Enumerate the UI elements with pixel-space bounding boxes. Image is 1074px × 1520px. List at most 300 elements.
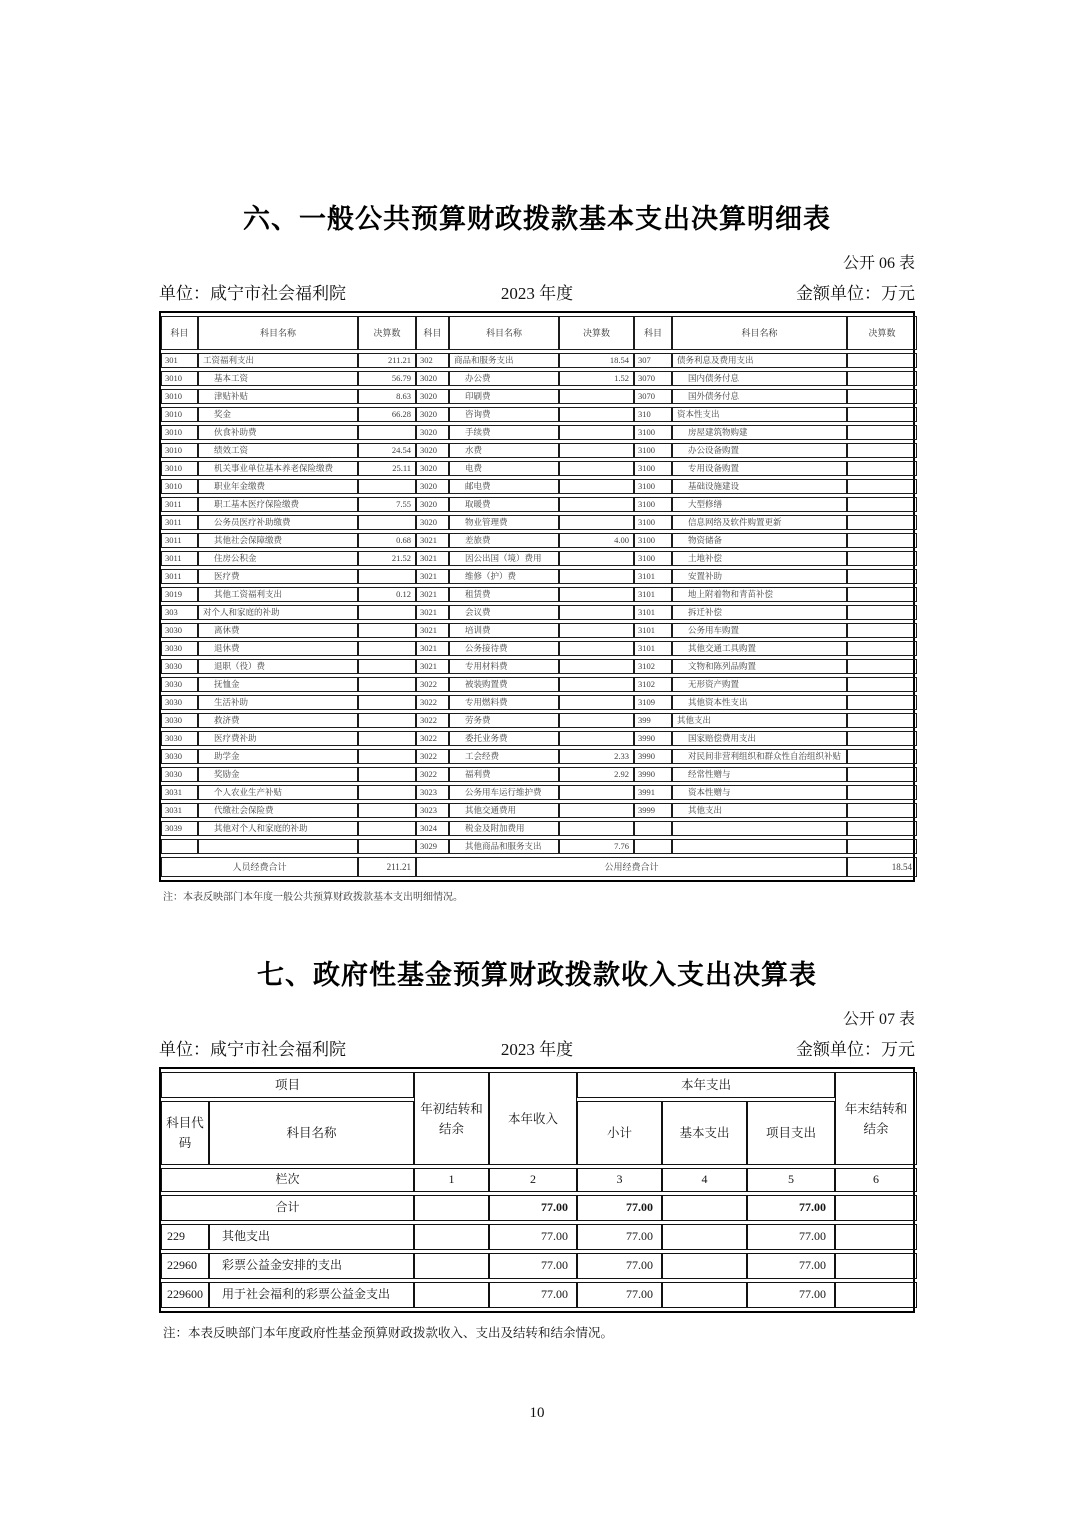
table7-header-row1 [161, 1072, 917, 1098]
subject-code-cell: 3101 [634, 623, 672, 638]
amount-cell [847, 695, 917, 710]
subject-code-cell [634, 839, 672, 854]
header-subject-code: 科目代码 [161, 1101, 209, 1165]
subject-name-cell: 绩效工资 [198, 443, 358, 458]
personnel-total-value: 211.21 [358, 857, 416, 877]
table6-total-row [161, 857, 917, 877]
amount-cell: 18.54 [559, 353, 634, 368]
subject-code-cell: 3021 [416, 551, 449, 566]
subject-code-cell: 3020 [416, 443, 449, 458]
subject-name-cell: 救济费 [198, 713, 358, 728]
amount-cell: 4.00 [559, 533, 634, 548]
subject-name-cell: 培训费 [449, 623, 559, 638]
table7-meta-row [159, 1035, 915, 1060]
subject-code-cell: 3010 [161, 371, 198, 386]
subject-code-cell: 3022 [416, 695, 449, 710]
amount-cell: 77.00 [489, 1282, 577, 1308]
subject-code-cell: 3020 [416, 407, 449, 422]
subject-name-cell: 其他社会保障缴费 [198, 533, 358, 548]
subject-code-cell: 3011 [161, 497, 198, 512]
col-header-subject-name: 科目名称 [198, 316, 358, 350]
col-header-subject: 科目 [416, 316, 449, 350]
subject-code-cell: 3031 [161, 803, 198, 818]
table6-body [161, 353, 917, 854]
subject-name-cell: 其他支出 [209, 1224, 414, 1250]
subject-code-cell: 3022 [416, 677, 449, 692]
subject-name-cell: 抚恤金 [198, 677, 358, 692]
subject-code-cell [634, 821, 672, 836]
subject-code-cell: 3019 [161, 587, 198, 602]
amount-cell [847, 641, 917, 656]
subject-code-cell: 3100 [634, 515, 672, 530]
column-index: 6 [835, 1168, 917, 1192]
subject-name-cell: 国外债务付息 [672, 389, 847, 404]
subject-name-cell: 劳务费 [449, 713, 559, 728]
subject-code-cell: 3030 [161, 623, 198, 638]
amount-cell [358, 605, 416, 620]
col-header-subject-name: 科目名称 [449, 316, 559, 350]
amount-cell [847, 713, 917, 728]
subject-name-cell: 租赁费 [449, 587, 559, 602]
table6-amount-unit-label: 金额单位：万元 [796, 284, 915, 303]
amount-cell: 0.12 [358, 587, 416, 602]
subject-name-cell: 取暖费 [449, 497, 559, 512]
amount-cell [847, 803, 917, 818]
subject-code-cell: 303 [161, 605, 198, 620]
subject-name-cell: 无形资产购置 [672, 677, 847, 692]
amount-cell [847, 461, 917, 476]
amount-cell: 2.33 [559, 749, 634, 764]
subject-code-cell: 3030 [161, 731, 198, 746]
amount-cell [847, 659, 917, 674]
subject-code-cell: 22960 [161, 1253, 209, 1279]
amount-cell [559, 515, 634, 530]
subject-name-cell: 资本性赠与 [672, 785, 847, 800]
subject-code-cell [161, 839, 198, 854]
subject-code-cell: 229 [161, 1224, 209, 1250]
table6-unit-label: 单位：咸宁市社会福利院 [159, 284, 346, 303]
subject-name-cell: 其他支出 [672, 713, 847, 728]
amount-cell [414, 1253, 489, 1279]
amount-cell [559, 713, 634, 728]
table6-row [161, 623, 917, 638]
table6-row [161, 695, 917, 710]
table6-row [161, 641, 917, 656]
subject-name-cell: 地上附着物和青苗补偿 [672, 587, 847, 602]
amount-cell [559, 551, 634, 566]
table6-row [161, 569, 917, 584]
subject-name-cell: 公务员医疗补助缴费 [198, 515, 358, 530]
subject-code-cell: 3022 [416, 749, 449, 764]
subject-name-cell: 津贴补贴 [198, 389, 358, 404]
subject-code-cell: 3999 [634, 803, 672, 818]
table7-column-index-row [161, 1168, 917, 1192]
subject-name-cell: 办公设备购置 [672, 443, 847, 458]
subject-code-cell: 3020 [416, 371, 449, 386]
subject-code-cell: 3024 [416, 821, 449, 836]
subject-code-cell: 302 [416, 353, 449, 368]
amount-cell: 77.00 [747, 1224, 835, 1250]
amount-cell: 77.00 [489, 1195, 577, 1221]
subject-code-cell: 3100 [634, 497, 672, 512]
amount-cell [662, 1224, 747, 1250]
subject-name-cell: 物资储备 [672, 533, 847, 548]
table7-row [161, 1253, 917, 1279]
amount-cell: 77.00 [489, 1253, 577, 1279]
header-begin-balance: 年初结转和结余 [414, 1072, 489, 1165]
amount-cell [847, 515, 917, 530]
subject-code-cell: 3030 [161, 695, 198, 710]
column-index: 3 [577, 1168, 662, 1192]
subject-name-cell: 专用材料费 [449, 659, 559, 674]
amount-cell [847, 623, 917, 638]
amount-cell: 7.55 [358, 497, 416, 512]
subject-name-cell: 其他交通工具购置 [672, 641, 847, 656]
subject-name-cell: 用于社会福利的彩票公益金支出 [209, 1282, 414, 1308]
subject-code-cell: 3021 [416, 569, 449, 584]
subject-code-cell: 3011 [161, 515, 198, 530]
amount-cell [847, 821, 917, 836]
amount-cell [559, 569, 634, 584]
subject-code-cell: 3101 [634, 641, 672, 656]
table6-row [161, 803, 917, 818]
table6-row [161, 659, 917, 674]
amount-cell [358, 623, 416, 638]
amount-cell [559, 389, 634, 404]
subject-name-cell: 国内债务付息 [672, 371, 847, 386]
column-index: 5 [747, 1168, 835, 1192]
basic-expenditure-detail-table [161, 313, 917, 880]
amount-cell: 211.21 [358, 353, 416, 368]
subject-code-cell: 3020 [416, 479, 449, 494]
amount-cell [358, 569, 416, 584]
subject-code-cell: 3102 [634, 659, 672, 674]
subject-code-cell: 3020 [416, 515, 449, 530]
table6-row [161, 533, 917, 548]
subject-code-cell: 3010 [161, 425, 198, 440]
table6-row [161, 605, 917, 620]
subject-code-cell: 3070 [634, 371, 672, 386]
public-total-value: 18.54 [847, 857, 917, 877]
table6-row [161, 425, 917, 440]
table6-title: 六、一般公共预算财政拨款基本支出决算明细表 [243, 204, 831, 234]
subject-code-cell: 3102 [634, 677, 672, 692]
column-index: 4 [662, 1168, 747, 1192]
table7-row [161, 1224, 917, 1250]
table6-row [161, 551, 917, 566]
amount-cell [559, 677, 634, 692]
subject-code-cell: 3101 [634, 569, 672, 584]
amount-cell [847, 677, 917, 692]
subject-name-cell: 印刷费 [449, 389, 559, 404]
amount-cell: 56.79 [358, 371, 416, 386]
subject-code-cell: 3020 [416, 497, 449, 512]
table7-row [161, 1195, 917, 1221]
amount-cell [358, 479, 416, 494]
amount-cell [847, 731, 917, 746]
amount-cell [358, 785, 416, 800]
subject-code-cell: 3030 [161, 677, 198, 692]
subject-name-cell: 工会经费 [449, 749, 559, 764]
subject-name-cell [198, 839, 358, 854]
subject-name-cell: 因公出国（境）费用 [449, 551, 559, 566]
subject-code-cell: 3100 [634, 443, 672, 458]
subject-code-cell: 3039 [161, 821, 198, 836]
col-header-subject: 科目 [634, 316, 672, 350]
header-subject-name: 科目名称 [209, 1101, 414, 1165]
total-label-cell: 合计 [161, 1195, 414, 1221]
amount-cell: 77.00 [747, 1282, 835, 1308]
subject-code-cell: 3100 [634, 461, 672, 476]
subject-code-cell: 3070 [634, 389, 672, 404]
amount-cell [847, 587, 917, 602]
subject-name-cell: 商品和服务支出 [449, 353, 559, 368]
subject-name-cell: 机关事业单位基本养老保险缴费 [198, 461, 358, 476]
subject-code-cell: 3023 [416, 803, 449, 818]
subject-code-cell: 3100 [634, 533, 672, 548]
subject-name-cell: 物业管理费 [449, 515, 559, 530]
subject-code-cell: 3990 [634, 767, 672, 782]
col-header-amount: 决算数 [358, 316, 416, 350]
subject-name-cell: 伙食补助费 [198, 425, 358, 440]
gov-fund-budget-table [161, 1069, 917, 1311]
subject-name-cell: 基础设施建设 [672, 479, 847, 494]
amount-cell [847, 389, 917, 404]
table6-row [161, 821, 917, 836]
amount-cell [559, 479, 634, 494]
subject-code-cell: 3030 [161, 641, 198, 656]
header-item: 项目 [161, 1072, 414, 1098]
subject-name-cell: 对民间非营利组织和群众性自治组织补贴 [672, 749, 847, 764]
subject-name-cell: 咨询费 [449, 407, 559, 422]
subject-code-cell: 3021 [416, 587, 449, 602]
subject-name-cell: 委托业务费 [449, 731, 559, 746]
table7-title: 七、政府性基金预算财政拨款收入支出决算表 [257, 960, 817, 990]
amount-cell [835, 1224, 917, 1250]
amount-cell [358, 515, 416, 530]
subject-name-cell: 职业年金缴费 [198, 479, 358, 494]
header-end-balance: 年末结转和结余 [835, 1072, 917, 1165]
subject-name-cell: 债务利息及费用支出 [672, 353, 847, 368]
amount-cell [835, 1253, 917, 1279]
amount-cell [559, 803, 634, 818]
subject-code-cell: 3101 [634, 605, 672, 620]
public-total-label: 公用经费合计 [416, 857, 847, 877]
amount-cell [559, 497, 634, 512]
subject-name-cell: 大型修缮 [672, 497, 847, 512]
amount-cell [847, 353, 917, 368]
amount-cell [559, 695, 634, 710]
subject-name-cell: 邮电费 [449, 479, 559, 494]
amount-cell [835, 1195, 917, 1221]
subject-code-cell: 3010 [161, 443, 198, 458]
subject-code-cell: 3100 [634, 479, 672, 494]
amount-cell [358, 677, 416, 692]
subject-name-cell: 医疗费 [198, 569, 358, 584]
amount-cell [559, 659, 634, 674]
table6-row [161, 515, 917, 530]
amount-cell [559, 641, 634, 656]
table6-row [161, 767, 917, 782]
subject-name-cell: 对个人和家庭的补助 [198, 605, 358, 620]
table6-row [161, 497, 917, 512]
subject-name-cell: 拆迁补偿 [672, 605, 847, 620]
subject-name-cell: 代缴社会保险费 [198, 803, 358, 818]
subject-name-cell: 基本工资 [198, 371, 358, 386]
subject-name-cell: 国家赔偿费用支出 [672, 731, 847, 746]
amount-cell: 77.00 [489, 1224, 577, 1250]
subject-name-cell: 资本性支出 [672, 407, 847, 422]
column-index: 1 [414, 1168, 489, 1192]
amount-cell [358, 659, 416, 674]
subject-name-cell: 退职（役）费 [198, 659, 358, 674]
amount-cell: 0.68 [358, 533, 416, 548]
amount-cell [847, 425, 917, 440]
amount-cell [358, 767, 416, 782]
subject-name-cell: 退休费 [198, 641, 358, 656]
subject-name-cell: 其他支出 [672, 803, 847, 818]
subject-code-cell: 3023 [416, 785, 449, 800]
subject-code-cell: 3022 [416, 767, 449, 782]
table6-row [161, 389, 917, 404]
amount-cell [559, 407, 634, 422]
amount-cell [662, 1282, 747, 1308]
subject-code-cell: 3109 [634, 695, 672, 710]
subject-name-cell [672, 821, 847, 836]
header-income: 本年收入 [489, 1072, 577, 1165]
amount-cell [847, 749, 917, 764]
amount-cell [559, 821, 634, 836]
subject-name-cell: 福利费 [449, 767, 559, 782]
subject-name-cell: 专用设备购置 [672, 461, 847, 476]
page-number: 10 [529, 1405, 545, 1421]
subject-code-cell: 310 [634, 407, 672, 422]
subject-name-cell: 工资福利支出 [198, 353, 358, 368]
amount-cell: 77.00 [747, 1195, 835, 1221]
subject-name-cell: 办公费 [449, 371, 559, 386]
table7-amount-unit-label: 金额单位：万元 [796, 1040, 915, 1059]
subject-code-cell: 3011 [161, 533, 198, 548]
sheet [159, 0, 915, 1341]
amount-cell [847, 371, 917, 386]
subject-code-cell: 3030 [161, 767, 198, 782]
amount-cell: 8.63 [358, 389, 416, 404]
subject-code-cell: 3031 [161, 785, 198, 800]
amount-cell [414, 1282, 489, 1308]
header-project-expense: 项目支出 [747, 1101, 835, 1165]
subject-name-cell: 税金及附加费用 [449, 821, 559, 836]
header-subtotal: 小计 [577, 1101, 662, 1165]
subject-name-cell: 经常性赠与 [672, 767, 847, 782]
subject-code-cell: 3020 [416, 425, 449, 440]
amount-cell [662, 1195, 747, 1221]
subject-name-cell: 其他工资福利支出 [198, 587, 358, 602]
table7-sheet-label: 公开 07 表 [842, 1011, 915, 1028]
subject-code-cell: 3020 [416, 389, 449, 404]
amount-cell [835, 1282, 917, 1308]
amount-cell [847, 407, 917, 422]
amount-cell [847, 839, 917, 854]
amount-cell [358, 425, 416, 440]
subject-name-cell: 其他商品和服务支出 [449, 839, 559, 854]
table6-row [161, 461, 917, 476]
table6-meta-row [159, 279, 915, 304]
amount-cell: 25.11 [358, 461, 416, 476]
subject-name-cell: 安置补助 [672, 569, 847, 584]
subject-name-cell: 专用燃料费 [449, 695, 559, 710]
subject-name-cell: 被装购置费 [449, 677, 559, 692]
subject-name-cell: 水费 [449, 443, 559, 458]
amount-cell: 2.92 [559, 767, 634, 782]
amount-cell [847, 533, 917, 548]
subject-name-cell: 差旅费 [449, 533, 559, 548]
subject-code-cell: 3021 [416, 605, 449, 620]
subject-name-cell: 土地补偿 [672, 551, 847, 566]
table6-sheet-label: 公开 06 表 [842, 255, 915, 272]
subject-code-cell: 307 [634, 353, 672, 368]
subject-code-cell: 3010 [161, 479, 198, 494]
table6-note: 注：本表反映部门本年度一般公共预算财政拨款基本支出明细情况。 [163, 892, 463, 903]
amount-cell [358, 803, 416, 818]
amount-cell [358, 713, 416, 728]
subject-name-cell: 手续费 [449, 425, 559, 440]
amount-cell [847, 785, 917, 800]
header-expense: 本年支出 [577, 1072, 835, 1098]
table6-row [161, 407, 917, 422]
subject-code-cell: 229600 [161, 1282, 209, 1308]
subject-name-cell: 其他交通费用 [449, 803, 559, 818]
subject-code-cell: 3020 [416, 461, 449, 476]
table6-row [161, 785, 917, 800]
subject-name-cell [672, 839, 847, 854]
table7-row [161, 1282, 917, 1308]
header-basic-expense: 基本支出 [662, 1101, 747, 1165]
amount-cell: 77.00 [747, 1253, 835, 1279]
subject-name-cell: 公务用车运行维护费 [449, 785, 559, 800]
amount-cell [847, 569, 917, 584]
amount-cell [358, 695, 416, 710]
table7-year-label: 2023 年度 [500, 1040, 574, 1059]
subject-code-cell: 3990 [634, 749, 672, 764]
table6-row [161, 677, 917, 692]
amount-cell: 77.00 [577, 1195, 662, 1221]
subject-name-cell: 个人农业生产补贴 [198, 785, 358, 800]
subject-name-cell: 生活补助 [198, 695, 358, 710]
subject-code-cell: 3010 [161, 407, 198, 422]
subject-code-cell: 3029 [416, 839, 449, 854]
subject-name-cell: 奖金 [198, 407, 358, 422]
subject-code-cell: 399 [634, 713, 672, 728]
amount-cell [358, 749, 416, 764]
personnel-total-label: 人员经费合计 [161, 857, 358, 877]
subject-code-cell: 3011 [161, 551, 198, 566]
subject-code-cell: 3011 [161, 569, 198, 584]
amount-cell [358, 731, 416, 746]
amount-cell [847, 551, 917, 566]
subject-name-cell: 彩票公益金安排的支出 [209, 1253, 414, 1279]
amount-cell [847, 605, 917, 620]
subject-name-cell: 离休费 [198, 623, 358, 638]
table6-row [161, 443, 917, 458]
subject-code-cell: 3021 [416, 623, 449, 638]
amount-cell [414, 1195, 489, 1221]
table6-header-row [161, 316, 917, 350]
subject-name-cell: 会议费 [449, 605, 559, 620]
amount-cell [559, 443, 634, 458]
subject-name-cell: 公务接待费 [449, 641, 559, 656]
col-header-subject: 科目 [161, 316, 198, 350]
amount-cell [847, 443, 917, 458]
